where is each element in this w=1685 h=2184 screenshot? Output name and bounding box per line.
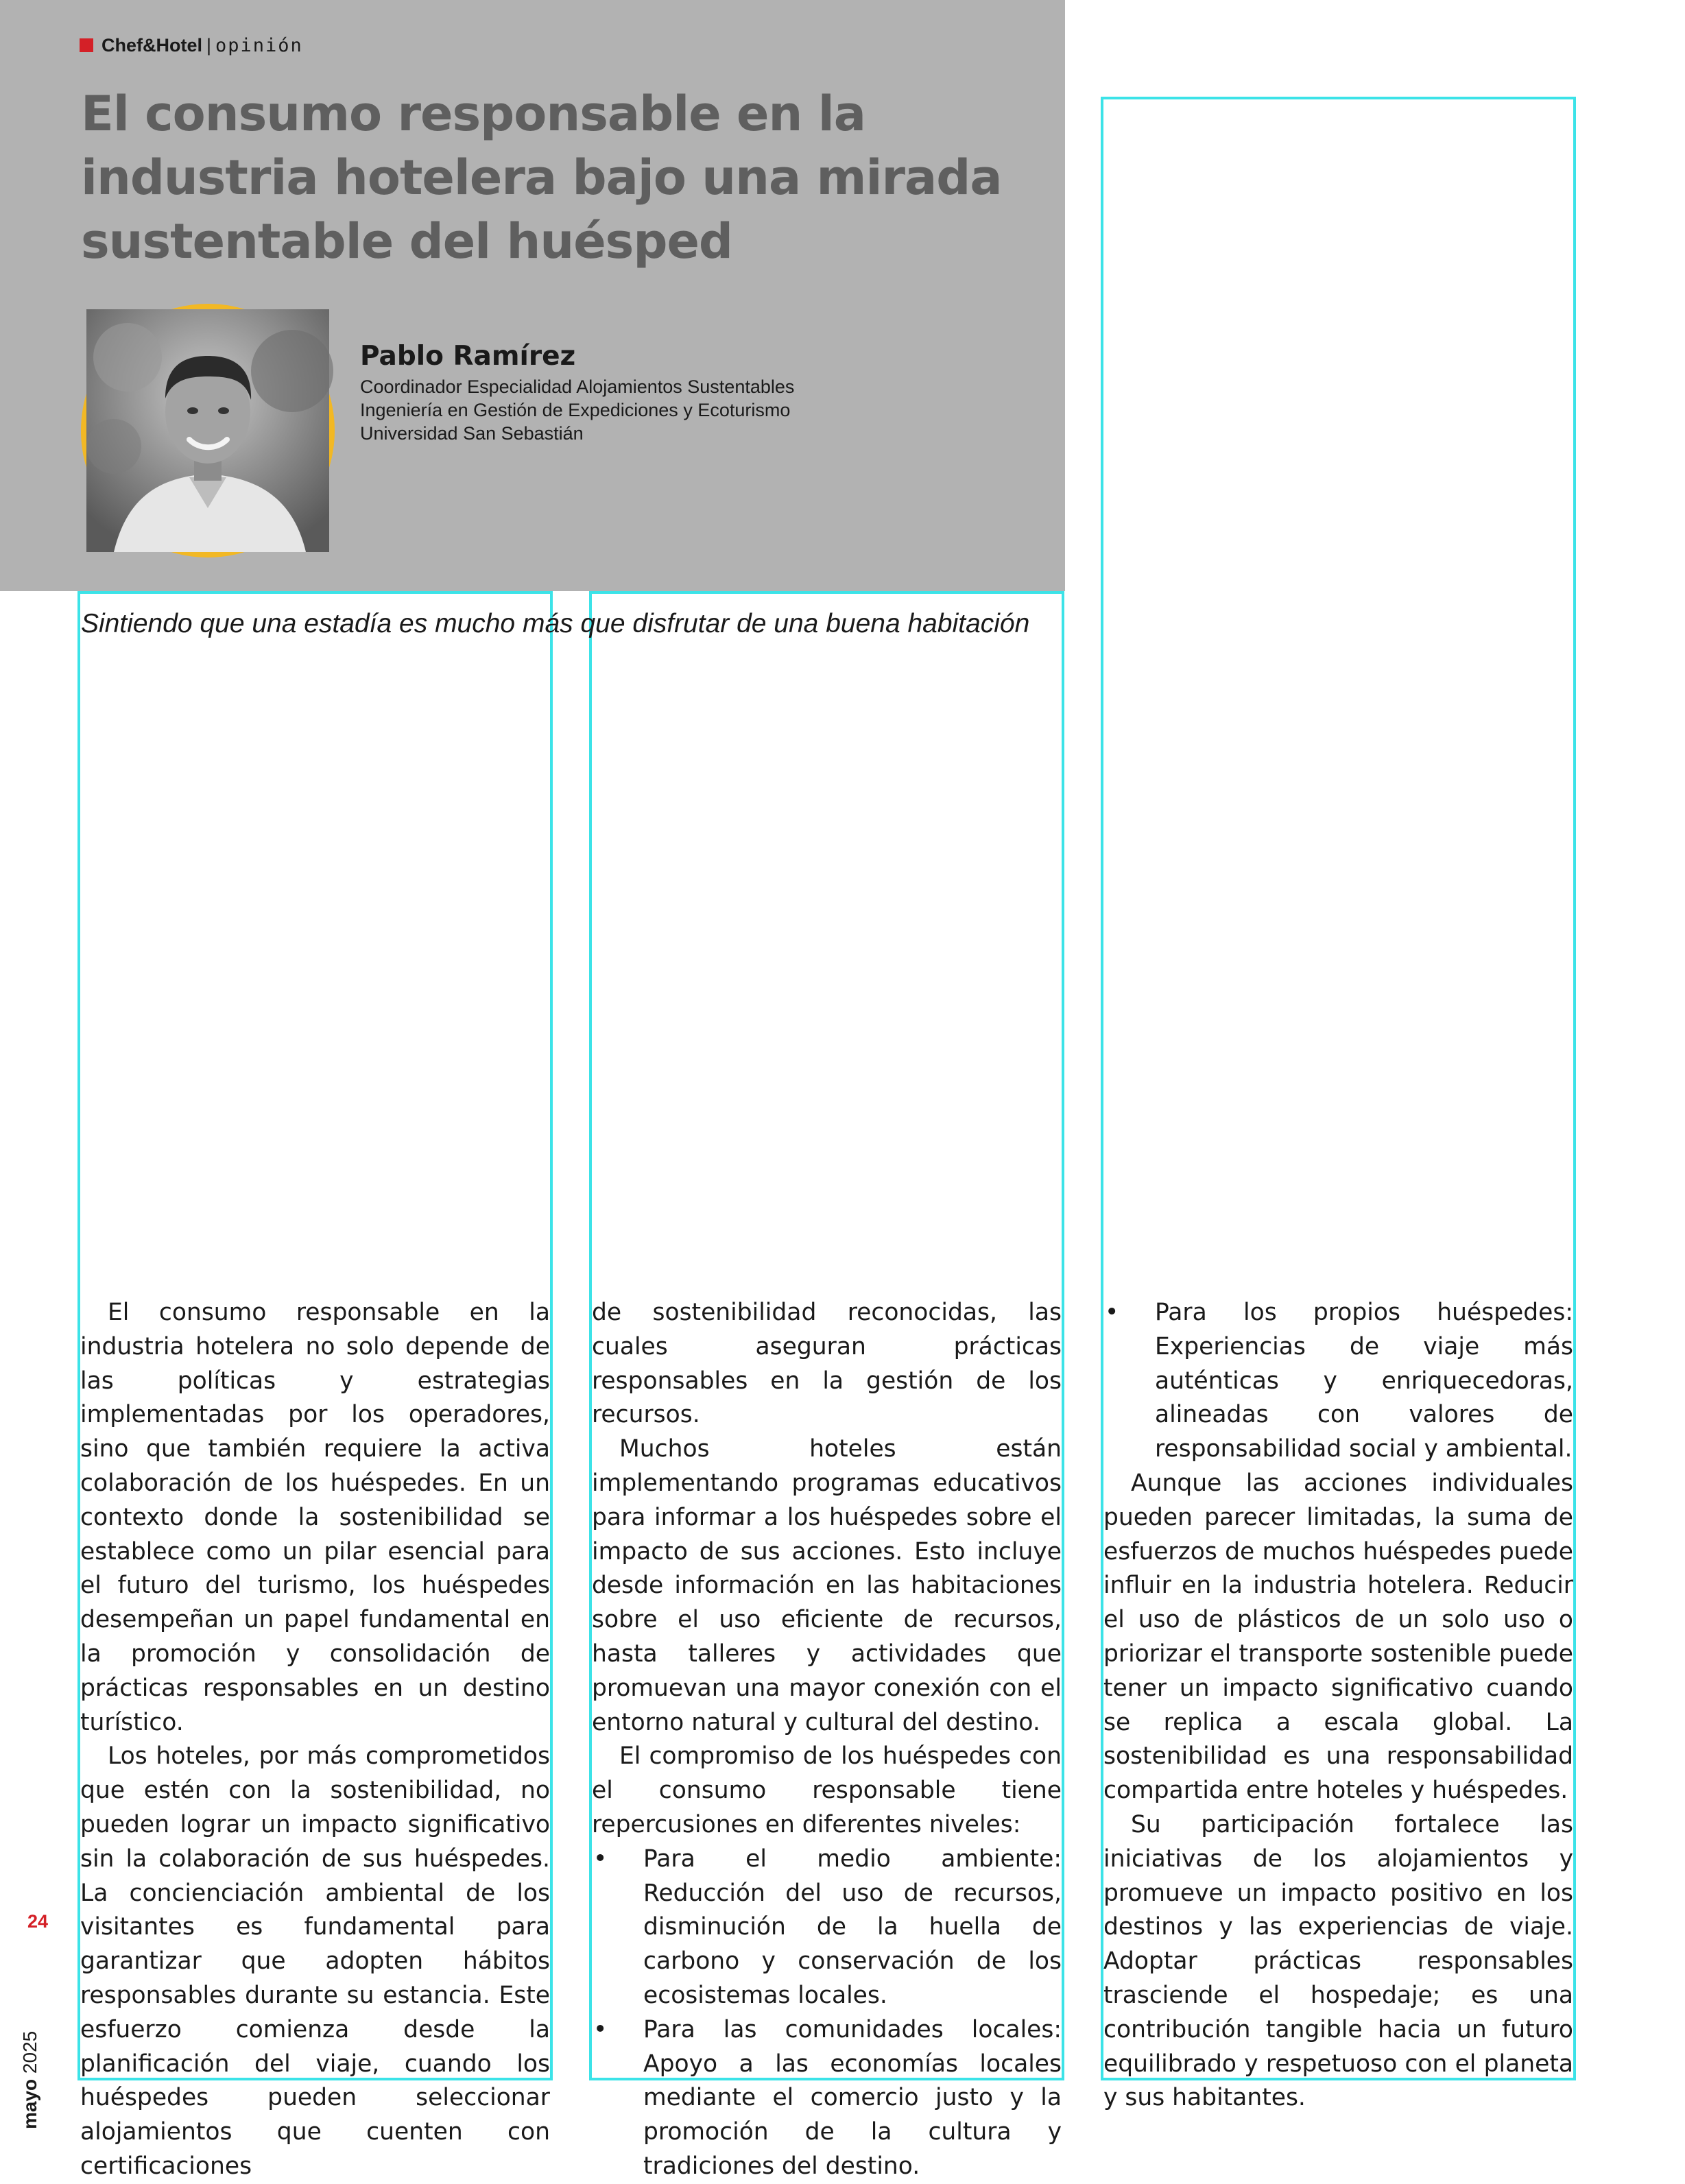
section-name: opinión [215,34,303,56]
section-marker-icon [80,38,93,52]
article-title [81,82,1041,274]
body-column-1 [80,1296,550,2180]
title-line: sustentable del huésped [81,213,733,269]
magazine-brand: Chef&Hotel [101,34,202,56]
body-column-3 [1103,1296,1573,2112]
impact-list-continued [1103,1296,1573,1467]
tag-separator: | [206,34,212,56]
author-name: Pablo Ramírez [360,341,576,372]
section-tag [80,33,303,58]
body-column-2 [592,1296,1062,2180]
issue-month: mayo [19,2078,40,2129]
body-paragraph: Los hoteles, por más comprometidos que estén con la sostenibilidad, no pueden lograr un impacto significativo sin la colaboración de sus huéspedes. La concienciación ambiental de los visitantes es fundamental para garantizar que adopten hábitos responsables durante su estancia. Este esfuerzo comienza desde la planificación del viaje, cuando los huéspedes pueden seleccionar alojamientos que cuenten con certificaciones [80,1742,550,2180]
issue-year: 2025 [19,2030,40,2074]
author-portrait-icon [81,304,335,557]
list-item: • Para el medio ambiente: Reducción del uso de recursos, disminución de la huella de carbono y conservación de los ecosistemas locales. [592,1843,1062,2013]
body-paragraph: de sostenibilidad reconocidas, las cuales aseguran prácticas responsables en la gestión de los recursos. [592,1299,1062,1429]
list-item: • Para las comunidades locales: Apoyo a las economías locales mediante el comercio justo y la promoción de la cultura y tradiciones del destino. [592,2013,1062,2184]
issue-date [19,2031,41,2129]
body-paragraph: El consumo responsable en la industria hotelera no solo depende de las políticas y estrategias implementadas por los operadores, sino que también requiere la activa colaboración de los huéspedes. En un contexto donde la sostenibilidad se establece como un pilar esencial para el futuro del turismo, los huéspedes desempeñan un papel fundamental en la promoción y consolidación de prácticas responsables en un destino turístico. [80,1299,550,1736]
author-role: Coordinador Especialidad Alojamientos Sustentables [360,376,795,397]
portrait-illustration [86,309,329,552]
page-number: 24 [27,1911,49,1932]
author-university: Universidad San Sebastián [360,423,584,444]
body-paragraph: Muchos hoteles están implementando programas educativos para informar a los huéspedes sobre el impacto de sus acciones. Esto incluye desde información en las habitaciones sobre el uso eficiente de recursos, hasta talleres y actividades que promuevan una mayor conexión con el entorno natural y cultural del destino. [592,1435,1062,1736]
list-item: • Para los propios huéspedes: Experiencias de viaje más auténticas y enriquecedoras, alineadas con valores de responsabilidad social y ambiental. [1103,1296,1573,1467]
article-subtitle: Sintiendo que una estadía es mucho más que disfrutar de una buena habitación [81,609,1030,638]
author-program: Ingeniería en Gestión de Expediciones y Ecoturismo [360,400,791,420]
body-paragraph: Su participación fortalece las iniciativas de los alojamientos y promueve un impacto positivo en los destinos y las experiencias de viaje. Adoptar prácticas responsables trasciende el hospedaje; es una contribución tangible hacia un futuro equilibrado y respetuoso con el planeta y sus habitantes. [1103,1810,1573,2112]
title-line: El consumo responsable en la [81,86,865,142]
body-paragraph: El compromiso de los huéspedes con el consumo responsable tiene repercusiones en diferentes niveles: [592,1742,1062,1838]
impact-list [592,1843,1062,2184]
body-paragraph: Aunque las acciones individuales pueden parecer limitadas, la suma de esfuerzos de muchos huéspedes puede influir en la industria hotelera. Reducir el uso de plásticos de un solo uso o priorizar el transporte sostenible puede tener un impacto significativo cuando se replica a escala global. La sostenibilidad es una responsabilidad compartida entre hoteles y huéspedes. [1103,1469,1573,1805]
title-line: industria hotelera bajo una mirada [81,149,1002,206]
